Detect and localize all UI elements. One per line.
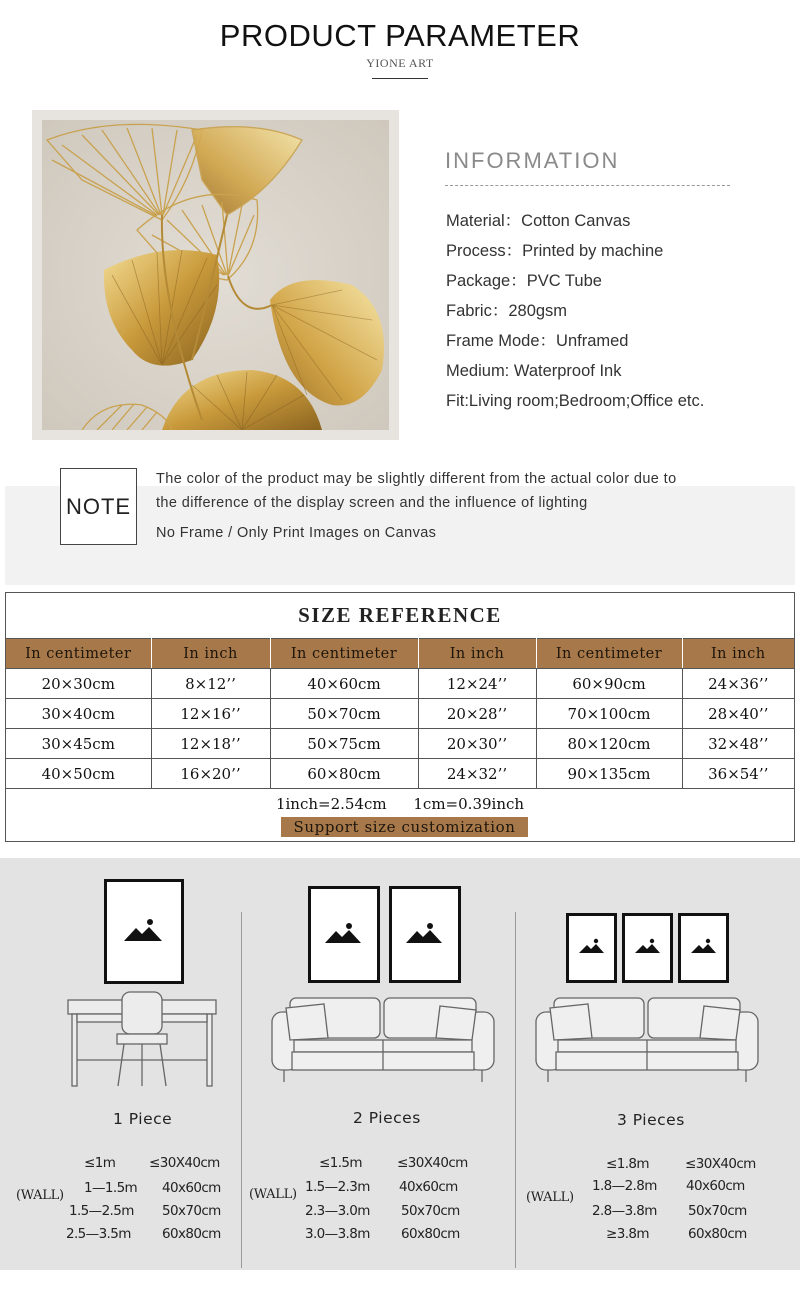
size-cell: 36×54’’ bbox=[682, 759, 794, 789]
print-size: 40x60cm bbox=[162, 1180, 221, 1196]
wall-size: ≤1m bbox=[84, 1155, 116, 1171]
info-frame-mode: Frame Mode：Unframed bbox=[446, 332, 629, 350]
size-cell: 40×60cm bbox=[270, 669, 418, 699]
print-size: ≤30X40cm bbox=[685, 1156, 756, 1172]
size-cell: 20×28’’ bbox=[418, 699, 536, 729]
panel-divider bbox=[241, 912, 242, 1268]
ginkgo-artwork bbox=[42, 120, 389, 430]
information-list bbox=[446, 206, 704, 416]
table-row bbox=[6, 669, 794, 699]
size-cell: 8×12’’ bbox=[151, 669, 270, 699]
unit-conversion bbox=[6, 795, 794, 813]
size-cell: 80×120cm bbox=[536, 729, 682, 759]
size-cell: 90×135cm bbox=[536, 759, 682, 789]
wall-size: 3.0—3.8m bbox=[305, 1226, 370, 1242]
panel-3-label: 3 Pieces bbox=[617, 1111, 685, 1129]
print-size: 60x80cm bbox=[401, 1226, 460, 1242]
ginkgo-leaves-illustration bbox=[42, 120, 389, 430]
info-fabric: Fabric：280gsm bbox=[446, 302, 568, 320]
print-size: 50x70cm bbox=[688, 1203, 747, 1219]
title-divider bbox=[372, 78, 428, 79]
table-row bbox=[6, 759, 794, 789]
frame-1-piece bbox=[104, 879, 184, 984]
frame-3-pieces-left bbox=[566, 913, 617, 983]
mountain-icon bbox=[107, 882, 181, 981]
note-line-3: No Frame / Only Print Images on Canvas bbox=[156, 525, 437, 541]
wall-size: 1.8—2.8m bbox=[592, 1178, 657, 1194]
panel-1-label: 1 Piece bbox=[113, 1110, 173, 1128]
print-size: 40x60cm bbox=[686, 1178, 745, 1194]
wall-size: 1.5—2.5m bbox=[69, 1203, 134, 1219]
header-centimeter: In centimeter bbox=[536, 639, 682, 669]
wall-size: 2.3—3.0m bbox=[305, 1203, 370, 1219]
size-cell: 32×48’’ bbox=[682, 729, 794, 759]
size-reference-table bbox=[5, 592, 795, 842]
note-label: NOTE bbox=[60, 468, 137, 545]
frame-3-pieces-right bbox=[678, 913, 729, 983]
table-row bbox=[6, 699, 794, 729]
conversion-cm: 1cm=0.39inch bbox=[413, 795, 525, 813]
table-row bbox=[6, 729, 794, 759]
size-cell: 28×40’’ bbox=[682, 699, 794, 729]
header-inch: In inch bbox=[151, 639, 270, 669]
info-medium: Medium: Waterproof Ink bbox=[446, 362, 622, 380]
wall-label: (WALL) bbox=[526, 1190, 574, 1205]
frame-3-pieces-middle bbox=[622, 913, 673, 983]
size-cell: 30×40cm bbox=[6, 699, 151, 729]
size-cell: 12×24’’ bbox=[418, 669, 536, 699]
information-divider bbox=[445, 185, 730, 186]
brand-subtitle: YIONE ART bbox=[366, 56, 434, 70]
size-cell: 70×100cm bbox=[536, 699, 682, 729]
panel-2-label: 2 Pieces bbox=[353, 1109, 421, 1127]
frame-2-pieces-right bbox=[389, 886, 461, 983]
note-line-2: the difference of the display screen and the influence of lighting bbox=[156, 495, 588, 511]
conversion-inch: 1inch=2.54cm bbox=[275, 795, 387, 813]
info-process: Process：Printed by machine bbox=[446, 242, 664, 260]
info-material: Material：Cotton Canvas bbox=[446, 212, 631, 230]
size-cell: 30×45cm bbox=[6, 729, 151, 759]
wall-size: ≤1.5m bbox=[319, 1155, 362, 1171]
wall-size: ≥3.8m bbox=[606, 1226, 649, 1242]
wall-size: 1—1.5m bbox=[84, 1180, 138, 1196]
header-inch: In inch bbox=[418, 639, 536, 669]
frame-2-pieces-left bbox=[308, 886, 380, 983]
wall-size: 1.5—2.3m bbox=[305, 1179, 370, 1195]
information-heading: INFORMATION bbox=[445, 148, 620, 173]
product-image bbox=[32, 110, 399, 440]
size-cell: 12×18’’ bbox=[151, 729, 270, 759]
size-cell: 12×16’’ bbox=[151, 699, 270, 729]
size-cell: 50×75cm bbox=[270, 729, 418, 759]
size-reference-title: SIZE REFERENCE bbox=[298, 603, 502, 627]
customization-badge: Support size customization bbox=[281, 817, 528, 837]
mountain-icon bbox=[392, 889, 458, 980]
mountain-icon bbox=[625, 916, 670, 980]
header-inch: In inch bbox=[682, 639, 794, 669]
size-cell: 50×70cm bbox=[270, 699, 418, 729]
size-grid bbox=[6, 638, 794, 789]
header-centimeter: In centimeter bbox=[270, 639, 418, 669]
size-cell: 16×20’’ bbox=[151, 759, 270, 789]
wall-size: ≤1.8m bbox=[606, 1156, 649, 1172]
size-cell: 24×36’’ bbox=[682, 669, 794, 699]
size-cell: 40×50cm bbox=[6, 759, 151, 789]
print-size: ≤30X40cm bbox=[397, 1155, 468, 1171]
info-package: Package：PVC Tube bbox=[446, 272, 602, 290]
wall-label: (WALL) bbox=[249, 1187, 297, 1202]
size-cell: 24×32’’ bbox=[418, 759, 536, 789]
size-cell: 20×30cm bbox=[6, 669, 151, 699]
print-size: 60x80cm bbox=[162, 1226, 221, 1242]
size-header-row bbox=[6, 639, 794, 669]
header-centimeter: In centimeter bbox=[6, 639, 151, 669]
mountain-icon bbox=[569, 916, 614, 980]
print-size: 60x80cm bbox=[688, 1226, 747, 1242]
page-title: PRODUCT PARAMETER bbox=[219, 18, 581, 53]
sofa-icon bbox=[532, 990, 762, 1090]
size-cell: 60×80cm bbox=[270, 759, 418, 789]
note-line-1: The color of the product may be slightly different from the actual color due to bbox=[156, 471, 677, 487]
mountain-icon bbox=[681, 916, 726, 980]
info-fit: Fit:Living room;Bedroom;Office etc. bbox=[446, 392, 705, 410]
desk-chair-icon bbox=[60, 990, 225, 1090]
wall-size: 2.5—3.5m bbox=[66, 1226, 131, 1242]
print-size: 40x60cm bbox=[399, 1179, 458, 1195]
panel-divider bbox=[515, 912, 516, 1268]
mountain-icon bbox=[311, 889, 377, 980]
size-cell: 60×90cm bbox=[536, 669, 682, 699]
wall-label: (WALL) bbox=[16, 1188, 64, 1203]
layout-guide bbox=[0, 858, 800, 1270]
wall-size: 2.8—3.8m bbox=[592, 1203, 657, 1219]
print-size: ≤30X40cm bbox=[149, 1155, 220, 1171]
size-cell: 20×30’’ bbox=[418, 729, 536, 759]
sofa-icon bbox=[268, 990, 498, 1090]
print-size: 50x70cm bbox=[162, 1203, 221, 1219]
print-size: 50x70cm bbox=[401, 1203, 460, 1219]
